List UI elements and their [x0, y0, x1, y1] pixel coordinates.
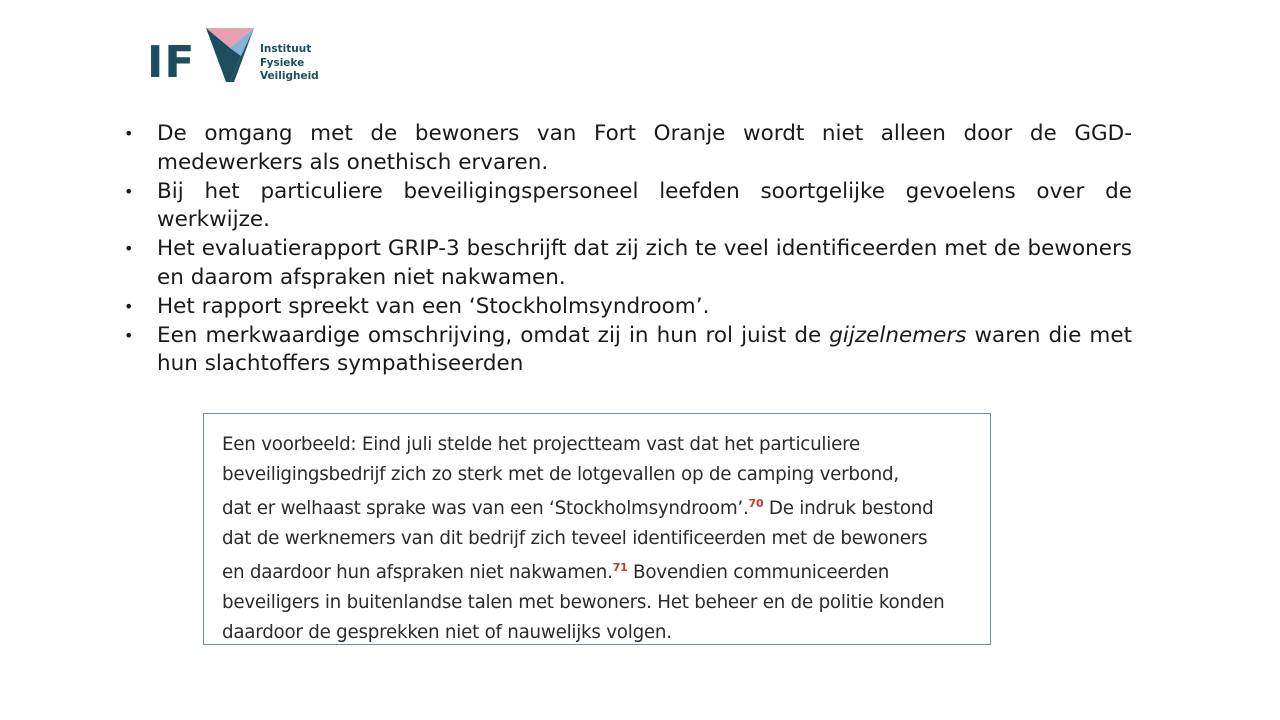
quote-line-part: en daardoor hun afspraken niet nakwamen. [222, 562, 613, 584]
bullet-italic-word: gijzelnemers [829, 322, 967, 348]
logo-v-mark [205, 26, 255, 84]
logo-text-line: Instituut [260, 43, 312, 55]
footnote-marker: 71 [612, 561, 628, 575]
bullet-item [122, 120, 1132, 178]
bullet-text: Het evaluatierapport GRIP-3 beschrijft dat zij zich te veel identificeerden met de bewoners en daarom afspraken niet nakwamen. [157, 236, 1132, 290]
bullet-text: Bij het particuliere beveiligingspersoneel leefden soortgelijke gevoelens over de werkwijze. [157, 178, 1132, 233]
bullet-item [122, 322, 1132, 380]
quote-line-part: Bovendien communiceerden [627, 562, 890, 584]
bullet-list [122, 120, 1132, 379]
logo-letters: IF [147, 37, 196, 88]
bullet-item [122, 235, 1132, 293]
quote-line: daardoor de gesprekken niet of nauwelijks volgen. [222, 621, 672, 643]
logo-text-line: Veiligheid [260, 70, 319, 82]
bullet-dot-icon: • [124, 325, 134, 345]
bullet-text: De omgang met de bewoners van Fort Oranje wordt niet alleen door de GGD-medewerkers als onethisch ervaren. [157, 121, 1132, 175]
bullet-text-part: Een merkwaardige omschrijving, omdat zij in hun rol juist de [157, 322, 830, 348]
quote-line-part: dat er welhaast sprake was van een ‘Stockholmsyndroom’. [222, 498, 749, 520]
bullet-dot-icon: • [124, 296, 134, 316]
quote-line [222, 553, 988, 588]
bullet-text [157, 322, 1132, 380]
quote-box [203, 413, 991, 645]
quote-line-part: De indruk bestond [763, 498, 934, 520]
ifv-logo [147, 26, 337, 86]
quote-line: Een voorbeeld: Eind juli stelde het projectteam vast dat het particuliere [222, 434, 860, 455]
bullet-item [122, 293, 1132, 322]
bullet-dot-icon: • [124, 181, 134, 201]
quote-text [222, 430, 988, 647]
quote-line [222, 489, 988, 524]
footnote-marker: 70 [748, 497, 764, 511]
quote-line: beveiligers in buitenlandse talen met bewoners. Het beheer en de politie konden [222, 591, 945, 613]
quote-line: dat de werknemers van dit bedrijf zich teveel identificeerden met de bewoners [222, 527, 928, 549]
quote-line: beveiligingsbedrijf zich zo sterk met de lotgevallen op de camping verbond, [222, 463, 899, 485]
bullet-text-part: waren die met hun slachtoffers sympathiseerden [157, 322, 1132, 377]
bullet-item [122, 178, 1132, 236]
bullet-text: Het rapport spreekt van een ‘Stockholmsyndroom’. [157, 293, 710, 319]
logo-text [260, 43, 319, 84]
bullet-dot-icon: • [124, 124, 134, 143]
logo-text-line: Fysieke [260, 56, 305, 69]
bullet-dot-icon: • [124, 239, 134, 259]
